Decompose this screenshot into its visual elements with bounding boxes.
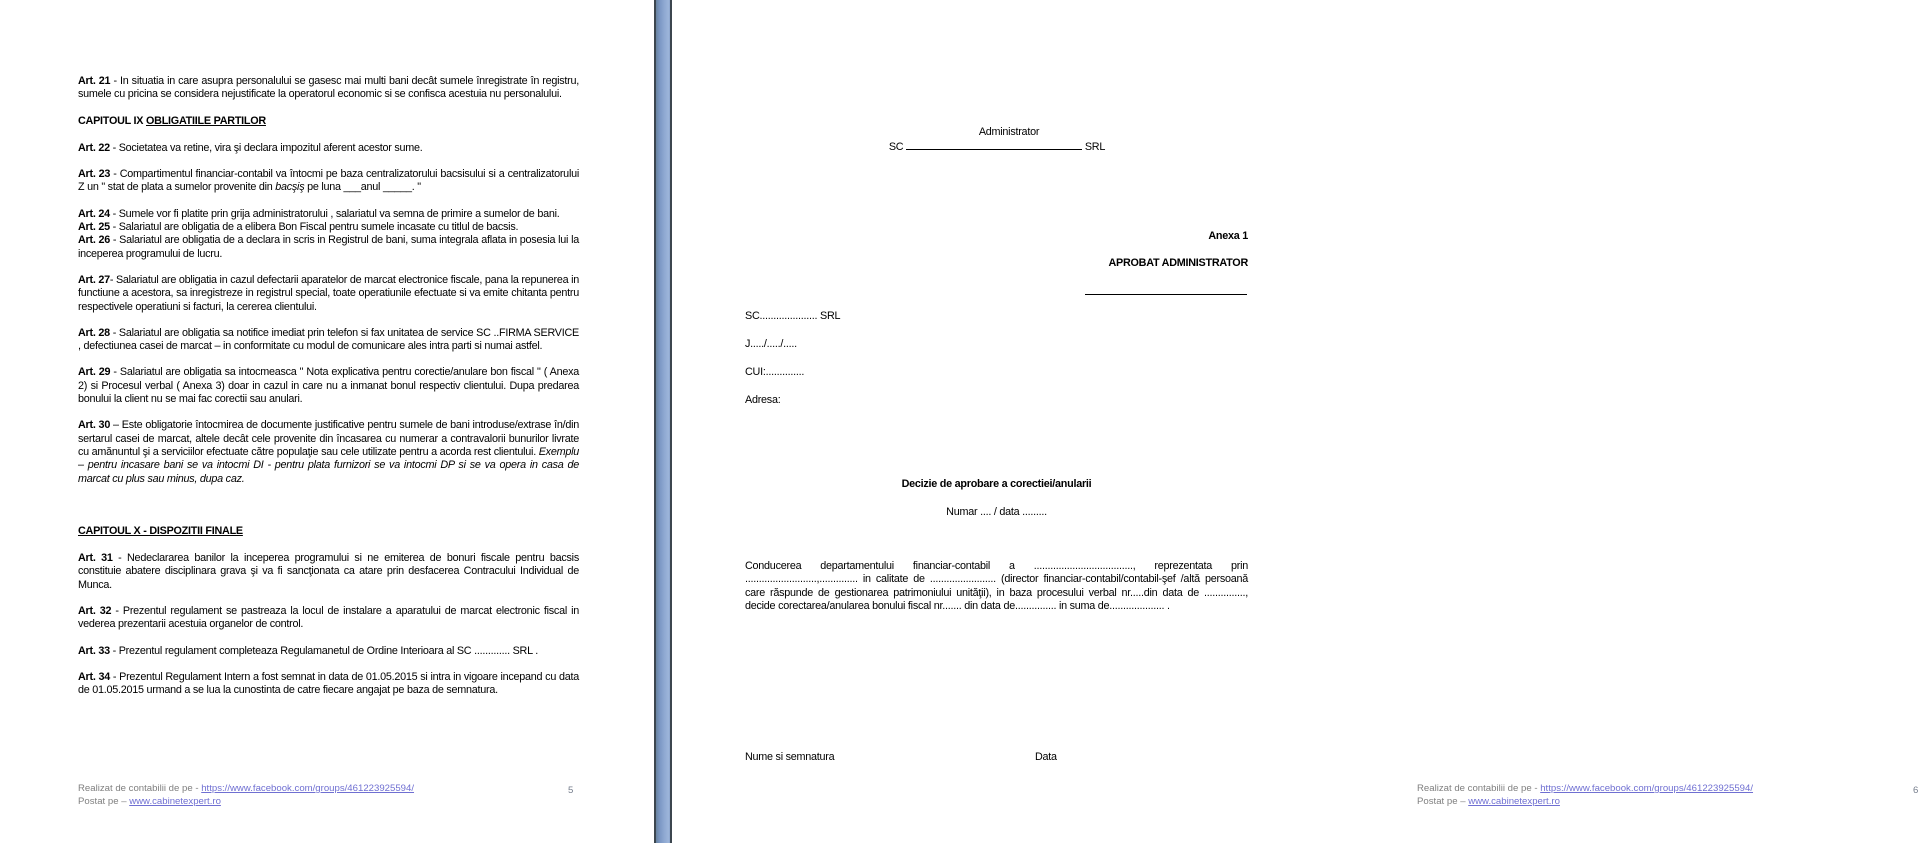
article-24-text: - Sumele vor fi platite prin grija administratorului , salariatul va semna de primire a sumelor de bani. bbox=[109, 207, 560, 220]
article-28 bbox=[78, 327, 579, 354]
page-5-text-block bbox=[78, 75, 579, 698]
article-25-text: - Salariatul are obligatia de a elibera Bon Fiscal pentru sumele incasate cu titlul de bacsis. bbox=[109, 221, 519, 234]
article-23 bbox=[78, 168, 579, 195]
footer-credit-prefix: Realizat de contabilii de pe - bbox=[1417, 783, 1541, 794]
footer-credit-line bbox=[78, 782, 579, 795]
article-27-label: Art. 27 bbox=[78, 273, 110, 286]
approval-signature-line bbox=[1085, 294, 1247, 295]
page-6-text-block bbox=[745, 0, 1248, 847]
article-26-label: Art. 26 bbox=[78, 234, 110, 247]
article-29-text: - Salariatul are obligatia sa intocmeasca " Nota explicativa pentru corectie/anulare bon fiscal " ( Anexa 2) si Procesul verbal ( Anexa 3) doar in cazul in care nu a inmanat bonul respectiv clientului. Dupa predarea bonului la client nu se mai fac corectii sau anulari. bbox=[78, 366, 579, 406]
article-30 bbox=[78, 419, 579, 485]
decision-number-line: Numar .... / data ......... bbox=[946, 506, 1047, 518]
company-suffix: SRL bbox=[1082, 141, 1106, 154]
cui-line: CUI:.............. bbox=[745, 366, 805, 378]
footer-credit-prefix: Realizat de contabilii de pe - bbox=[78, 783, 202, 794]
company-blank-line bbox=[875, 139, 1119, 154]
decision-title: Decizie de aprobare a corectiei/anularii bbox=[901, 478, 1092, 490]
footer-credit-line bbox=[1417, 782, 1918, 795]
bottom-signature-row bbox=[745, 751, 1248, 764]
page-5-footer bbox=[78, 782, 579, 808]
decision-body: Conducerea departamentului financiar-contabil a ...................................., reprezentata prin ..........................,.............. in calitate de ........................ (director financiar-contabil/contabil-şef /altă persoană care răspunde de gestionarea patrimoniului unităţii), in baza procesului verbal nr.....din data de ..............., decide corectarea/anularea bonului fiscal nr....... din data de............... in suma de.................... . bbox=[745, 560, 1248, 612]
article-23-text-2: pe luna ___anul _____. " bbox=[304, 181, 421, 194]
page-number-6: 6 bbox=[1913, 785, 1918, 796]
article-27 bbox=[78, 274, 579, 314]
article-30-label: Art. 30 bbox=[78, 419, 111, 432]
footer-posted-line bbox=[1417, 795, 1918, 808]
article-23-text-1: - Compartimentul financiar-contabil va întocmi pe baza centralizatorului bacsisului si a centralizatorului Z un " stat de plata a sumelor provenite din bbox=[78, 168, 579, 194]
chapter-heading-10 bbox=[78, 525, 579, 538]
article-32 bbox=[78, 605, 579, 632]
article-24 bbox=[78, 208, 579, 221]
article-25 bbox=[78, 221, 579, 234]
chapter-heading-9 bbox=[78, 115, 579, 128]
cabinetexpert-link[interactable]: www.cabinetexpert.ro bbox=[129, 796, 221, 807]
article-23-label: Art. 23 bbox=[78, 168, 111, 181]
company-dotted-line: SC..................... SRL bbox=[745, 310, 841, 322]
article-34-label: Art. 34 bbox=[78, 670, 110, 683]
article-21 bbox=[78, 75, 579, 102]
cabinetexpert-link[interactable]: www.cabinetexpert.ro bbox=[1468, 796, 1560, 807]
footer-posted-line bbox=[78, 795, 579, 808]
aprobat-label: APROBAT ADMINISTRATOR bbox=[1108, 257, 1248, 269]
article-32-label: Art. 32 bbox=[78, 605, 112, 618]
footer-posted-prefix: Postat pe – bbox=[78, 796, 130, 807]
signature-blank-line bbox=[906, 139, 1082, 150]
article-22-text: - Societatea va retine, vira şi declara impozitul aferent acestor sume. bbox=[109, 141, 423, 154]
company-prefix: SC bbox=[888, 141, 907, 154]
article-34-text: - Prezentul Regulament Intern a fost semnat in data de 01.05.2015 si intra in vigoare incepand cu data de 01.05.2015 urmand a se lua la cunostinta de catre fiecare angajat pe baza de semnatura. bbox=[78, 670, 579, 697]
article-26 bbox=[78, 234, 579, 261]
registry-number-line: J...../...../..... bbox=[745, 338, 797, 350]
facebook-group-link[interactable]: https://www.facebook.com/groups/461223925594/ bbox=[201, 783, 415, 794]
page-number-5: 5 bbox=[568, 785, 574, 796]
anexa-label: Anexa 1 bbox=[1208, 230, 1248, 242]
page-6 bbox=[672, 0, 1918, 847]
article-27-text: - Salariatul are obligatia in cazul defectarii aparatelor de marcat electronice fiscale, pana la repunerea in functiune a acestora, sa inregistreze in registrul special, toate operatiunile efectuate si va emite chitanta pentru respectivele operatiuni si facturi, la cererea clientului. bbox=[78, 273, 579, 313]
chapter-10-title: CAPITOUL X - DISPOZITII FINALE bbox=[78, 524, 243, 537]
article-23-italic: bacşiş bbox=[275, 181, 305, 194]
article-29 bbox=[78, 366, 579, 406]
administrator-role-label: Administrator bbox=[978, 126, 1040, 138]
signature-name-label: Nume si semnatura bbox=[745, 751, 835, 763]
signature-date-label: Data bbox=[1035, 751, 1057, 763]
chapter-9-prefix: CAPITOUL IX bbox=[78, 114, 146, 127]
address-line: Adresa: bbox=[745, 394, 781, 406]
article-26-text: - Salariatul are obligatia de a declara in scris in Registrul de bani, suma integrala aflata in posesia lui la inceperea programului de lucru. bbox=[78, 234, 579, 260]
article-34 bbox=[78, 671, 579, 698]
article-21-text: - In situatia in care asupra personalului se gasesc mai multi bani decât sumele înregistrate în registru, sumele cu pricina se considera nejustificate la operatorul economic si se confisca acestuia nu personalului. bbox=[78, 75, 580, 101]
article-29-label: Art. 29 bbox=[78, 366, 111, 379]
article-25-label: Art. 25 bbox=[78, 221, 110, 234]
page-divider bbox=[654, 0, 672, 843]
article-24-label: Art. 24 bbox=[78, 207, 110, 220]
article-28-text: - Salariatul are obligatia sa notifice imediat prin telefon si fax unitatea de service SC ..FIRMA SERVICE , defectiunea casei de marcat – in conformitate cu modul de comunicare ales intra parti si numai astfel. bbox=[78, 326, 579, 353]
article-33-text: - Prezentul regulament completeaza Regulamanetul de Ordine Interioara al SC ............. SRL . bbox=[109, 644, 538, 657]
article-32-text: - Prezentul regulament se pastreaza la locul de instalare a aparatului de marcat electronic fiscal in vederea prezentarii acestuia organelor de control. bbox=[78, 605, 580, 631]
article-31 bbox=[78, 552, 579, 592]
chapter-9-title: OBLIGATIILE PARTILOR bbox=[146, 114, 266, 127]
article-30-italic: Exemplu – pentru incasare bani se va intocmi DI - pentru plata furnizori se va intocmi DP si se va opera in casa de marcat cu plus sau minus, dupa caz. bbox=[78, 445, 579, 485]
article-33 bbox=[78, 645, 579, 658]
page-6-footer bbox=[1417, 782, 1918, 808]
article-22 bbox=[78, 142, 579, 155]
article-28-label: Art. 28 bbox=[78, 326, 110, 339]
top-signature-block bbox=[875, 126, 1119, 155]
page-5 bbox=[0, 0, 654, 847]
article-31-label: Art. 31 bbox=[78, 552, 113, 565]
facebook-group-link[interactable]: https://www.facebook.com/groups/461223925594/ bbox=[1540, 783, 1754, 794]
article-21-label: Art. 21 bbox=[78, 75, 111, 87]
footer-posted-prefix: Postat pe – bbox=[1417, 796, 1469, 807]
article-33-label: Art. 33 bbox=[78, 644, 110, 657]
article-30-text-1: – Este obligatorie întocmirea de documente justificative pentru sumele de bani introduse/extrase în/din sertarul casei de marcat, altele decât cele provenite din încasarea cu numerar a contravalorii bunurilor livrate cu amănuntul şi a serviciilor efectuate către populaţie sau cele utilizate pentru a acorda rest clientului. bbox=[78, 419, 580, 458]
article-22-label: Art. 22 bbox=[78, 141, 110, 154]
article-31-text: - Nedeclararea banilor la inceperea programului si ne emiterea de bonuri fiscale pentru bacsis constituie abatere disciplinara grava şi va fi sancţionata ca atare prin desfacerea Contracului Individual de Munca. bbox=[78, 552, 579, 591]
